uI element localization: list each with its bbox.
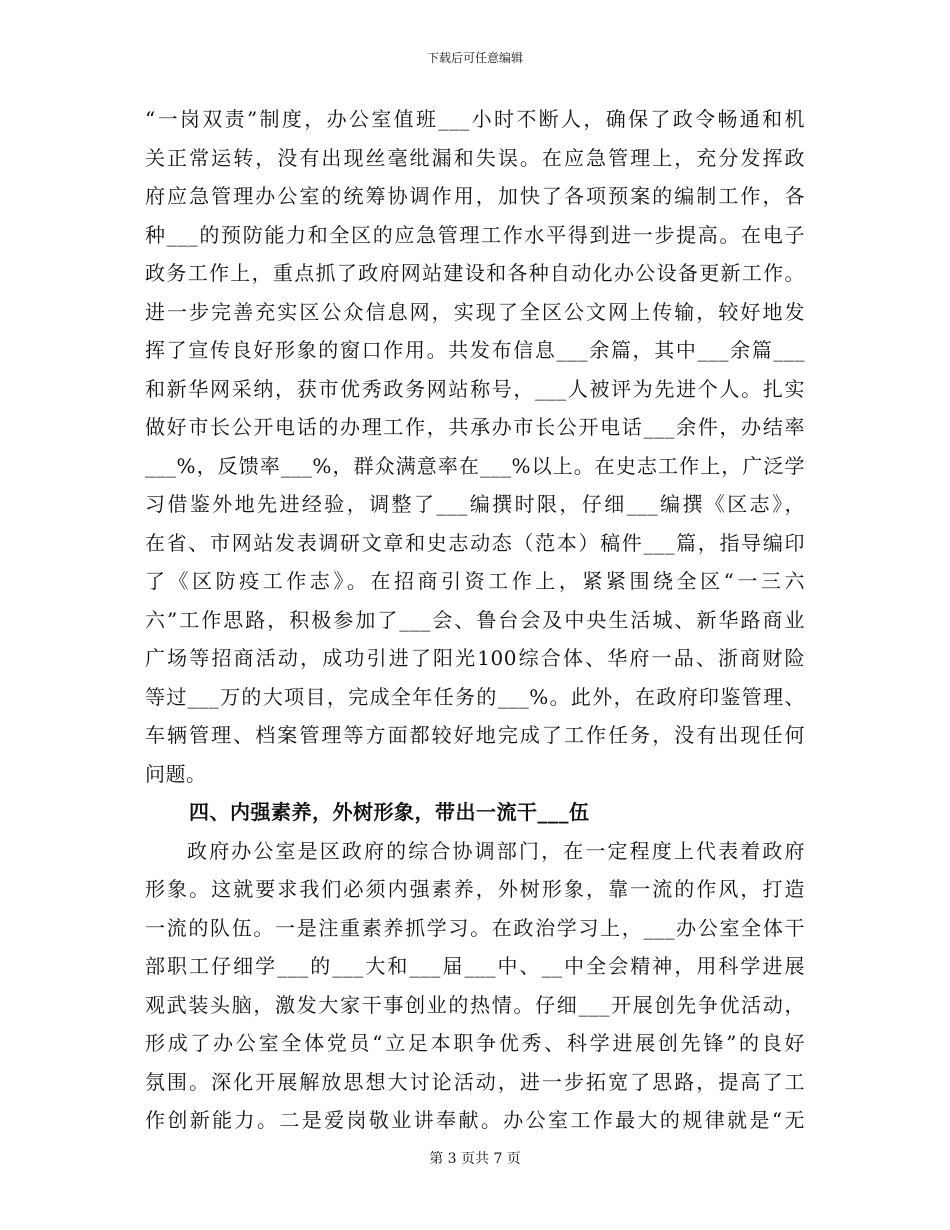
paragraph-line: 等过___万的大项目，完成全年任务的___%。此外，在政府印鉴管理、: [145, 684, 805, 709]
paragraph-line: 进一步完善充实区公众信息网，实现了全区公文网上传输，较好地发: [145, 299, 805, 324]
paragraph-line: 氛围。深化开展解放思想大讨论活动，进一步拓宽了思路，提高了工: [145, 1069, 805, 1094]
paragraph-line: “一岗双责”制度，办公室值班___小时不断人，确保了政令畅通和机: [145, 107, 805, 131]
paragraph-line: 六”工作思路，积极参加了___会、鲁台会及中央生活城、新华路商业: [145, 607, 805, 632]
paragraph-line: 和新华网采纳，获市优秀政务网站称号，___人被评为先进个人。扎实: [145, 376, 805, 401]
paragraph-line: 部职工仔细学___的___大和___届___中、__中全会精神，用科学进展: [145, 954, 805, 978]
paragraph-line: 观武装头脑，激发大家干事创业的热情。仔细___开展创先争优活动，: [145, 992, 805, 1017]
paragraph-line: 广场等招商活动，成功引进了阳光100综合体、华府一品、浙商财险: [145, 646, 805, 670]
section-heading: 四、内强素养，外树形象，带出一流干___伍: [189, 800, 590, 824]
paragraph-line: 问题。: [145, 761, 207, 786]
document-body: [145, 100, 805, 1140]
paragraph-line: 府应急管理办公室的统筹协调作用，加快了各项预案的编制工作，各: [145, 184, 805, 208]
paragraph-line: 政府办公室是区政府的综合协调部门，在一定程度上代表着政府: [187, 838, 805, 863]
paragraph-line: 车辆管理、档案管理等方面都较好地完成了工作任务，没有出现任何: [145, 723, 805, 747]
paragraph-line: 形成了办公室全体党员“立足本职争优秀、科学进展创先锋”的良好: [145, 1031, 805, 1055]
paragraph-line: 一流的队伍。一是注重素养抓学习。在政治学习上，___办公室全体干: [145, 915, 805, 940]
paragraph-line: 在省、市网站发表调研文章和史志动态（范本）稿件___篇，指导编印: [145, 530, 805, 555]
page-header: 下载后可任意编辑: [426, 51, 523, 65]
paragraph-line: 关正常运转，没有出现丝毫纰漏和失误。在应急管理上，充分发挥政: [145, 145, 805, 170]
paragraph-line: 了《区防疫工作志》。在招商引资工作上，紧紧围绕全区“一三六: [145, 569, 805, 593]
paragraph-line: 挥了宣传良好形象的窗口作用。共发布信息___余篇，其中___余篇___: [145, 338, 805, 362]
page-footer: 第 3 页共 7 页: [429, 1151, 521, 1167]
paragraph-line: 种___的预防能力和全区的应急管理工作水平得到进一步提高。在电子: [145, 222, 805, 247]
paragraph-line: 政务工作上，重点抓了政府网站建设和各种自动化办公设备更新工作。: [145, 261, 805, 285]
paragraph-line: 习借鉴外地先进经验，调整了___编撰时限，仔细___编撰《区志》，: [145, 492, 805, 516]
paragraph-line: 作创新能力。二是爱岗敬业讲奉献。办公室工作最大的规律就是“无: [145, 1108, 805, 1132]
paragraph-line: ___%，反馈率___%，群众满意率在___%以上。在史志工作上，广泛学: [145, 453, 805, 478]
paragraph-line: 做好市长公开电话的办理工作，共承办市长公开电话___余件，办结率: [145, 415, 805, 439]
paragraph-line: 形象。这就要求我们必须内强素养，外树形象，靠一流的作风，打造: [145, 877, 805, 901]
